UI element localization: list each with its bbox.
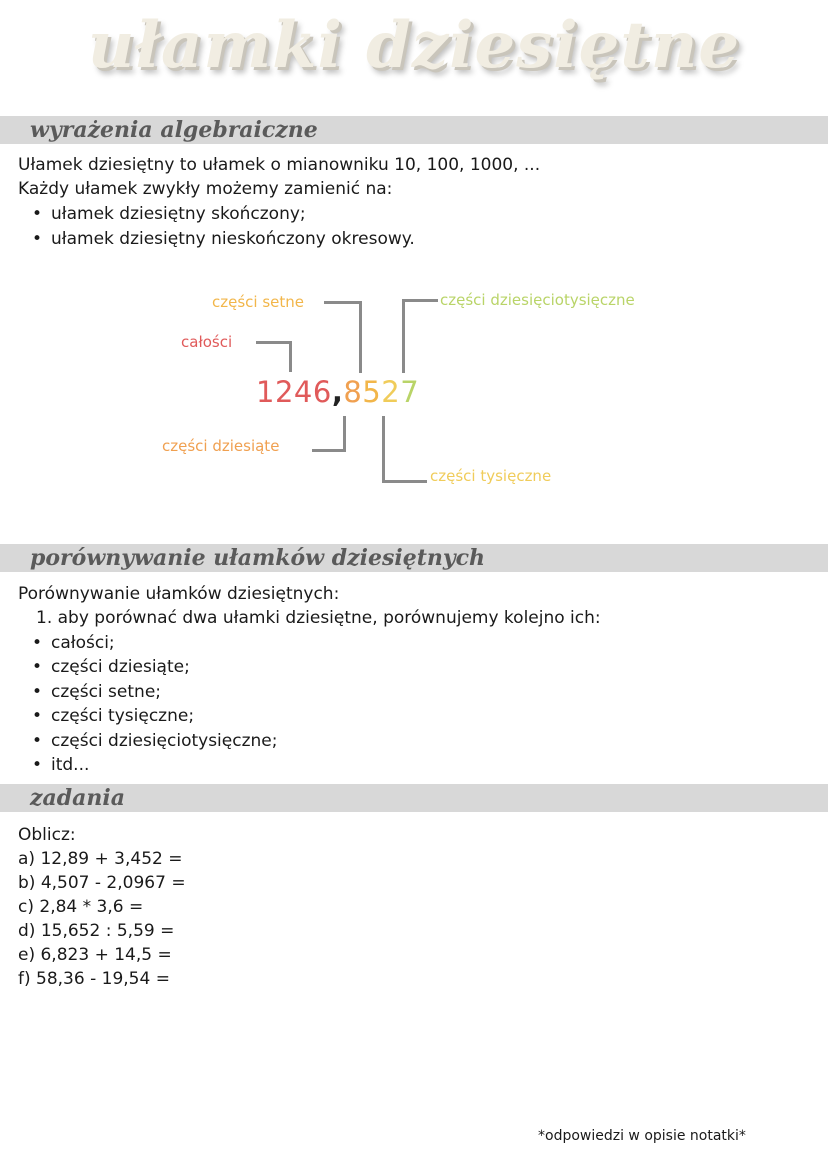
answers-footnote: *odpowiedzi w opisie notatki* <box>538 1128 746 1144</box>
tasks-intro: Oblicz: <box>18 825 76 845</box>
decimal-number <box>256 375 419 409</box>
label-tenthousandths: części dziesięciotysięczne <box>440 291 635 309</box>
task-item: b) 4,507 - 2,0967 = <box>18 873 186 893</box>
list-item: • itd... <box>51 753 89 778</box>
digit-tenths: 8 <box>343 375 363 409</box>
list-item: • całości; <box>51 631 115 656</box>
section-heading-band <box>0 116 828 144</box>
connector-line <box>289 341 292 372</box>
list-item: • części tysięczne; <box>51 704 194 729</box>
section-heading: zadania <box>30 785 125 811</box>
decimal-comma: , <box>331 375 344 409</box>
connector-line <box>324 301 362 304</box>
label-thousandths: części tysięczne <box>430 467 552 485</box>
task-item: e) 6,823 + 14,5 = <box>18 945 172 965</box>
list-item: • części setne; <box>51 680 161 705</box>
task-item: f) 58,36 - 19,54 = <box>18 969 170 989</box>
connector-line <box>343 416 346 452</box>
connector-line <box>312 449 346 452</box>
list-item: • części dziesiąte; <box>51 655 190 680</box>
page-title: ułamki dziesiętne <box>87 8 741 83</box>
label-wholes: całości <box>181 333 233 351</box>
connector-line <box>256 341 292 344</box>
conversion-text: Każdy ułamek zwykły możemy zamienić na: <box>18 179 393 199</box>
list-item: • części dziesięciotysięczne; <box>51 729 277 754</box>
connector-line <box>359 301 362 373</box>
section-heading-band <box>0 784 828 812</box>
connector-line <box>402 299 438 302</box>
digit-tenthousandths: 7 <box>400 375 420 409</box>
task-item: a) 12,89 + 3,452 = <box>18 849 183 869</box>
list-item: • ułamek dziesiętny nieskończony okresowy. <box>51 227 415 252</box>
list-item: • ułamek dziesiętny skończony; <box>51 202 306 227</box>
section-heading: wyrażenia algebraiczne <box>30 117 318 143</box>
connector-line <box>382 480 427 483</box>
connector-line <box>382 416 385 483</box>
comparison-intro: Porównywanie ułamków dziesiętnych: <box>18 584 340 604</box>
definition-text: Ułamek dziesiętny to ułamek o mianowniku 10, 100, 1000, ... <box>18 155 541 175</box>
label-hundredths: części setne <box>212 293 305 311</box>
task-item: d) 15,652 : 5,59 = <box>18 921 175 941</box>
comparison-step: 1. aby porównać dwa ułamki dziesiętne, porównujemy kolejno ich: <box>36 608 601 628</box>
label-tenths: części dziesiąte <box>162 437 280 455</box>
task-item: c) 2,84 * 3,6 = <box>18 897 144 917</box>
digit-thousandths: 2 <box>381 375 401 409</box>
digit-hundredths: 5 <box>362 375 382 409</box>
digits-wholes: 1246 <box>256 375 332 409</box>
section-heading-band <box>0 544 828 572</box>
section-heading: porównywanie ułamków dziesiętnych <box>30 545 486 571</box>
connector-line <box>402 299 405 373</box>
